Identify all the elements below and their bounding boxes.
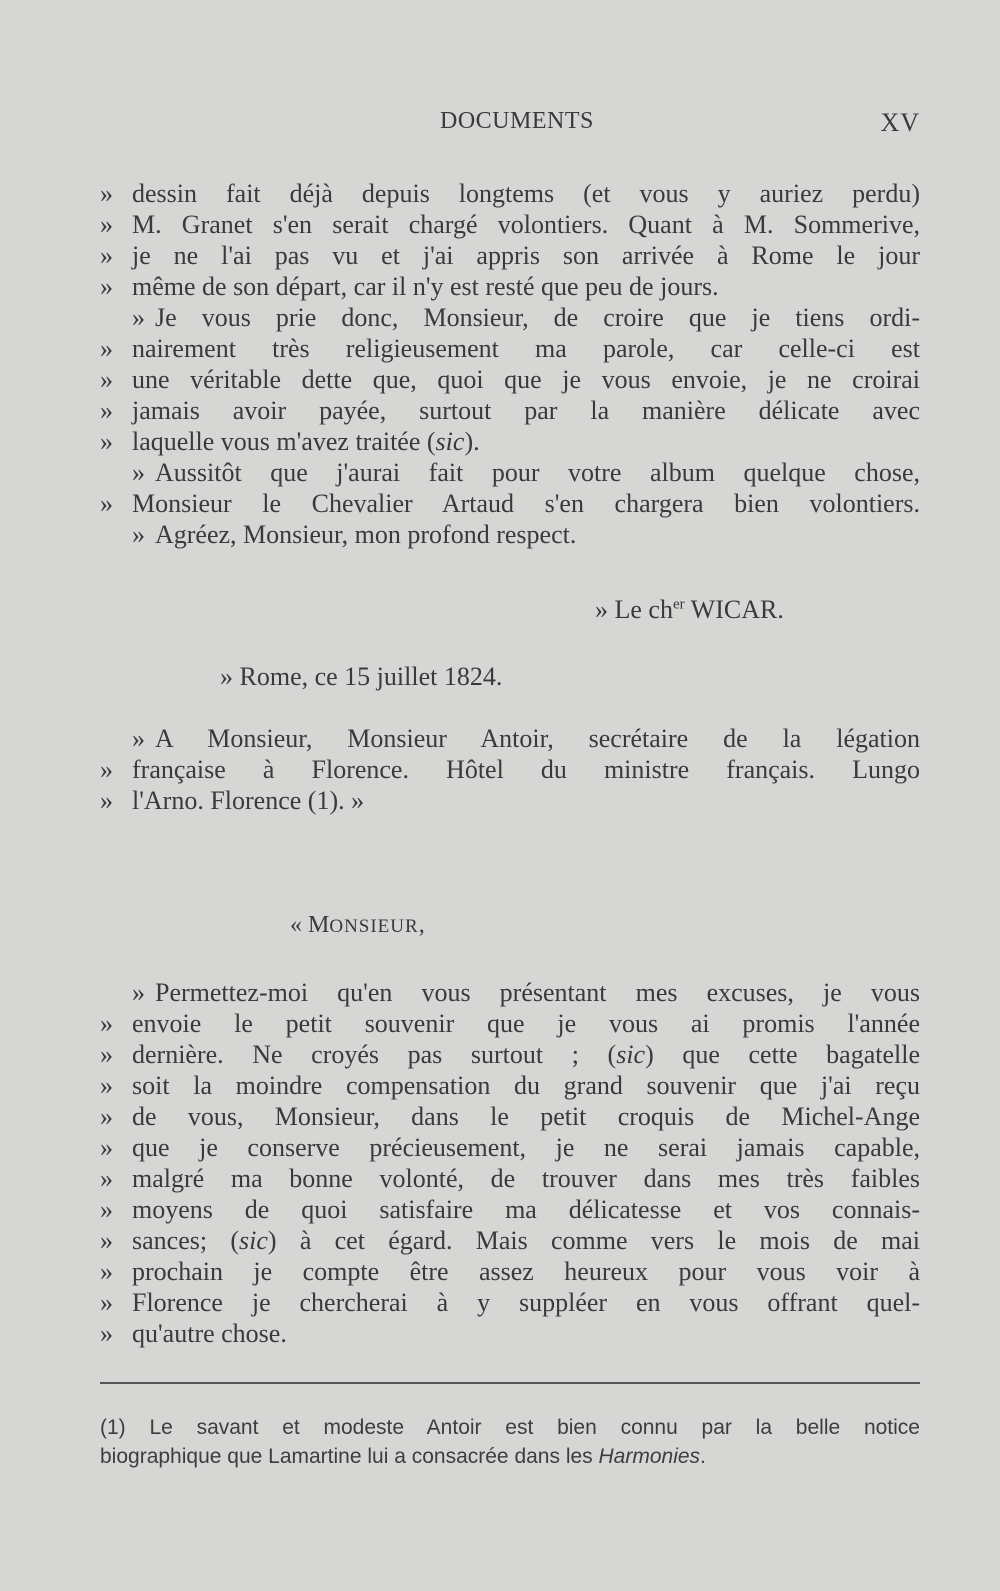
running-header xyxy=(100,108,920,138)
text-line: » M. Granet s'en serait chargé volontiers. Quant à M. Sommerive, xyxy=(100,210,920,239)
running-title: DOCUMENTS xyxy=(440,108,594,134)
text-line: » envoie le petit souvenir que je vous ai promis l'année xyxy=(100,1009,920,1038)
text-line: » Permettez-moi qu'en vous présentant mes excuses, je vous xyxy=(132,978,920,1007)
text-line: » Agréez, Monsieur, mon profond respect. xyxy=(132,520,577,549)
text-line: » dernière. Ne croyés pas surtout ; (sic) que cette bagatelle xyxy=(100,1040,920,1069)
letter-date: » Rome, ce 15 juillet 1824. xyxy=(220,662,503,691)
text-line: » malgré ma bonne volonté, de trouver dans mes très faibles xyxy=(100,1164,920,1193)
text-line: » dessin fait déjà depuis longtems (et vous y auriez perdu) xyxy=(100,179,920,208)
text-line: » Aussitôt que j'aurai fait pour votre album quelque chose, xyxy=(132,458,920,487)
footnote-line: biographique que Lamartine lui a consacrée dans les Harmonies. xyxy=(100,1445,706,1468)
address-line: » française à Florence. Hôtel du ministre français. Lungo xyxy=(100,755,920,784)
salutation: « MONSIEUR, xyxy=(290,912,425,938)
text-line: » une véritable dette que, quoi que je vous envoie, je ne croirai xyxy=(100,365,920,394)
text-line: » sances; (sic) à cet égard. Mais comme vers le mois de mai xyxy=(100,1226,920,1255)
text-line: » jamais avoir payée, surtout par la manière délicate avec xyxy=(100,396,920,425)
page-number: XV xyxy=(880,108,920,137)
text-line: » Monsieur le Chevalier Artaud s'en chargera bien volontiers. xyxy=(100,489,920,518)
text-line: » de vous, Monsieur, dans le petit croquis de Michel-Ange xyxy=(100,1102,920,1131)
address-line: » A Monsieur, Monsieur Antoir, secrétaire de la légation xyxy=(132,724,920,753)
signature: » Le $ch^{er}$ WICAR. xyxy=(595,595,784,624)
address-line: » l'Arno. Florence (1). » xyxy=(100,786,365,815)
text-line: » Je vous prie donc, Monsieur, de croire que je tiens ordi- xyxy=(132,303,920,332)
footnote-rule xyxy=(100,1382,920,1384)
text-line: » nairement très religieusement ma parole, car celle-ci est xyxy=(100,334,920,363)
text-line: » même de son départ, car il n'y est resté que peu de jours. xyxy=(100,272,719,301)
text-line: » moyens de quoi satisfaire ma délicatesse et vos connais- xyxy=(100,1195,920,1224)
text-line: » que je conserve précieusement, je ne serai jamais capable, xyxy=(100,1133,920,1162)
footnote-line: (1) Le savant et modeste Antoir est bien connu par la belle notice xyxy=(100,1416,920,1439)
text-line: » prochain je compte être assez heureux pour vous voir à xyxy=(100,1257,920,1286)
text-line: » soit la moindre compensation du grand souvenir que j'ai reçu xyxy=(100,1071,920,1100)
text-line: » je ne l'ai pas vu et j'ai appris son arrivée à Rome le jour xyxy=(100,241,920,270)
text-line: » laquelle vous m'avez traitée (sic). xyxy=(100,427,480,456)
text-line: » Florence je chercherai à y suppléer en vous offrant quel- xyxy=(100,1288,920,1317)
text-line: » qu'autre chose. xyxy=(100,1319,287,1348)
